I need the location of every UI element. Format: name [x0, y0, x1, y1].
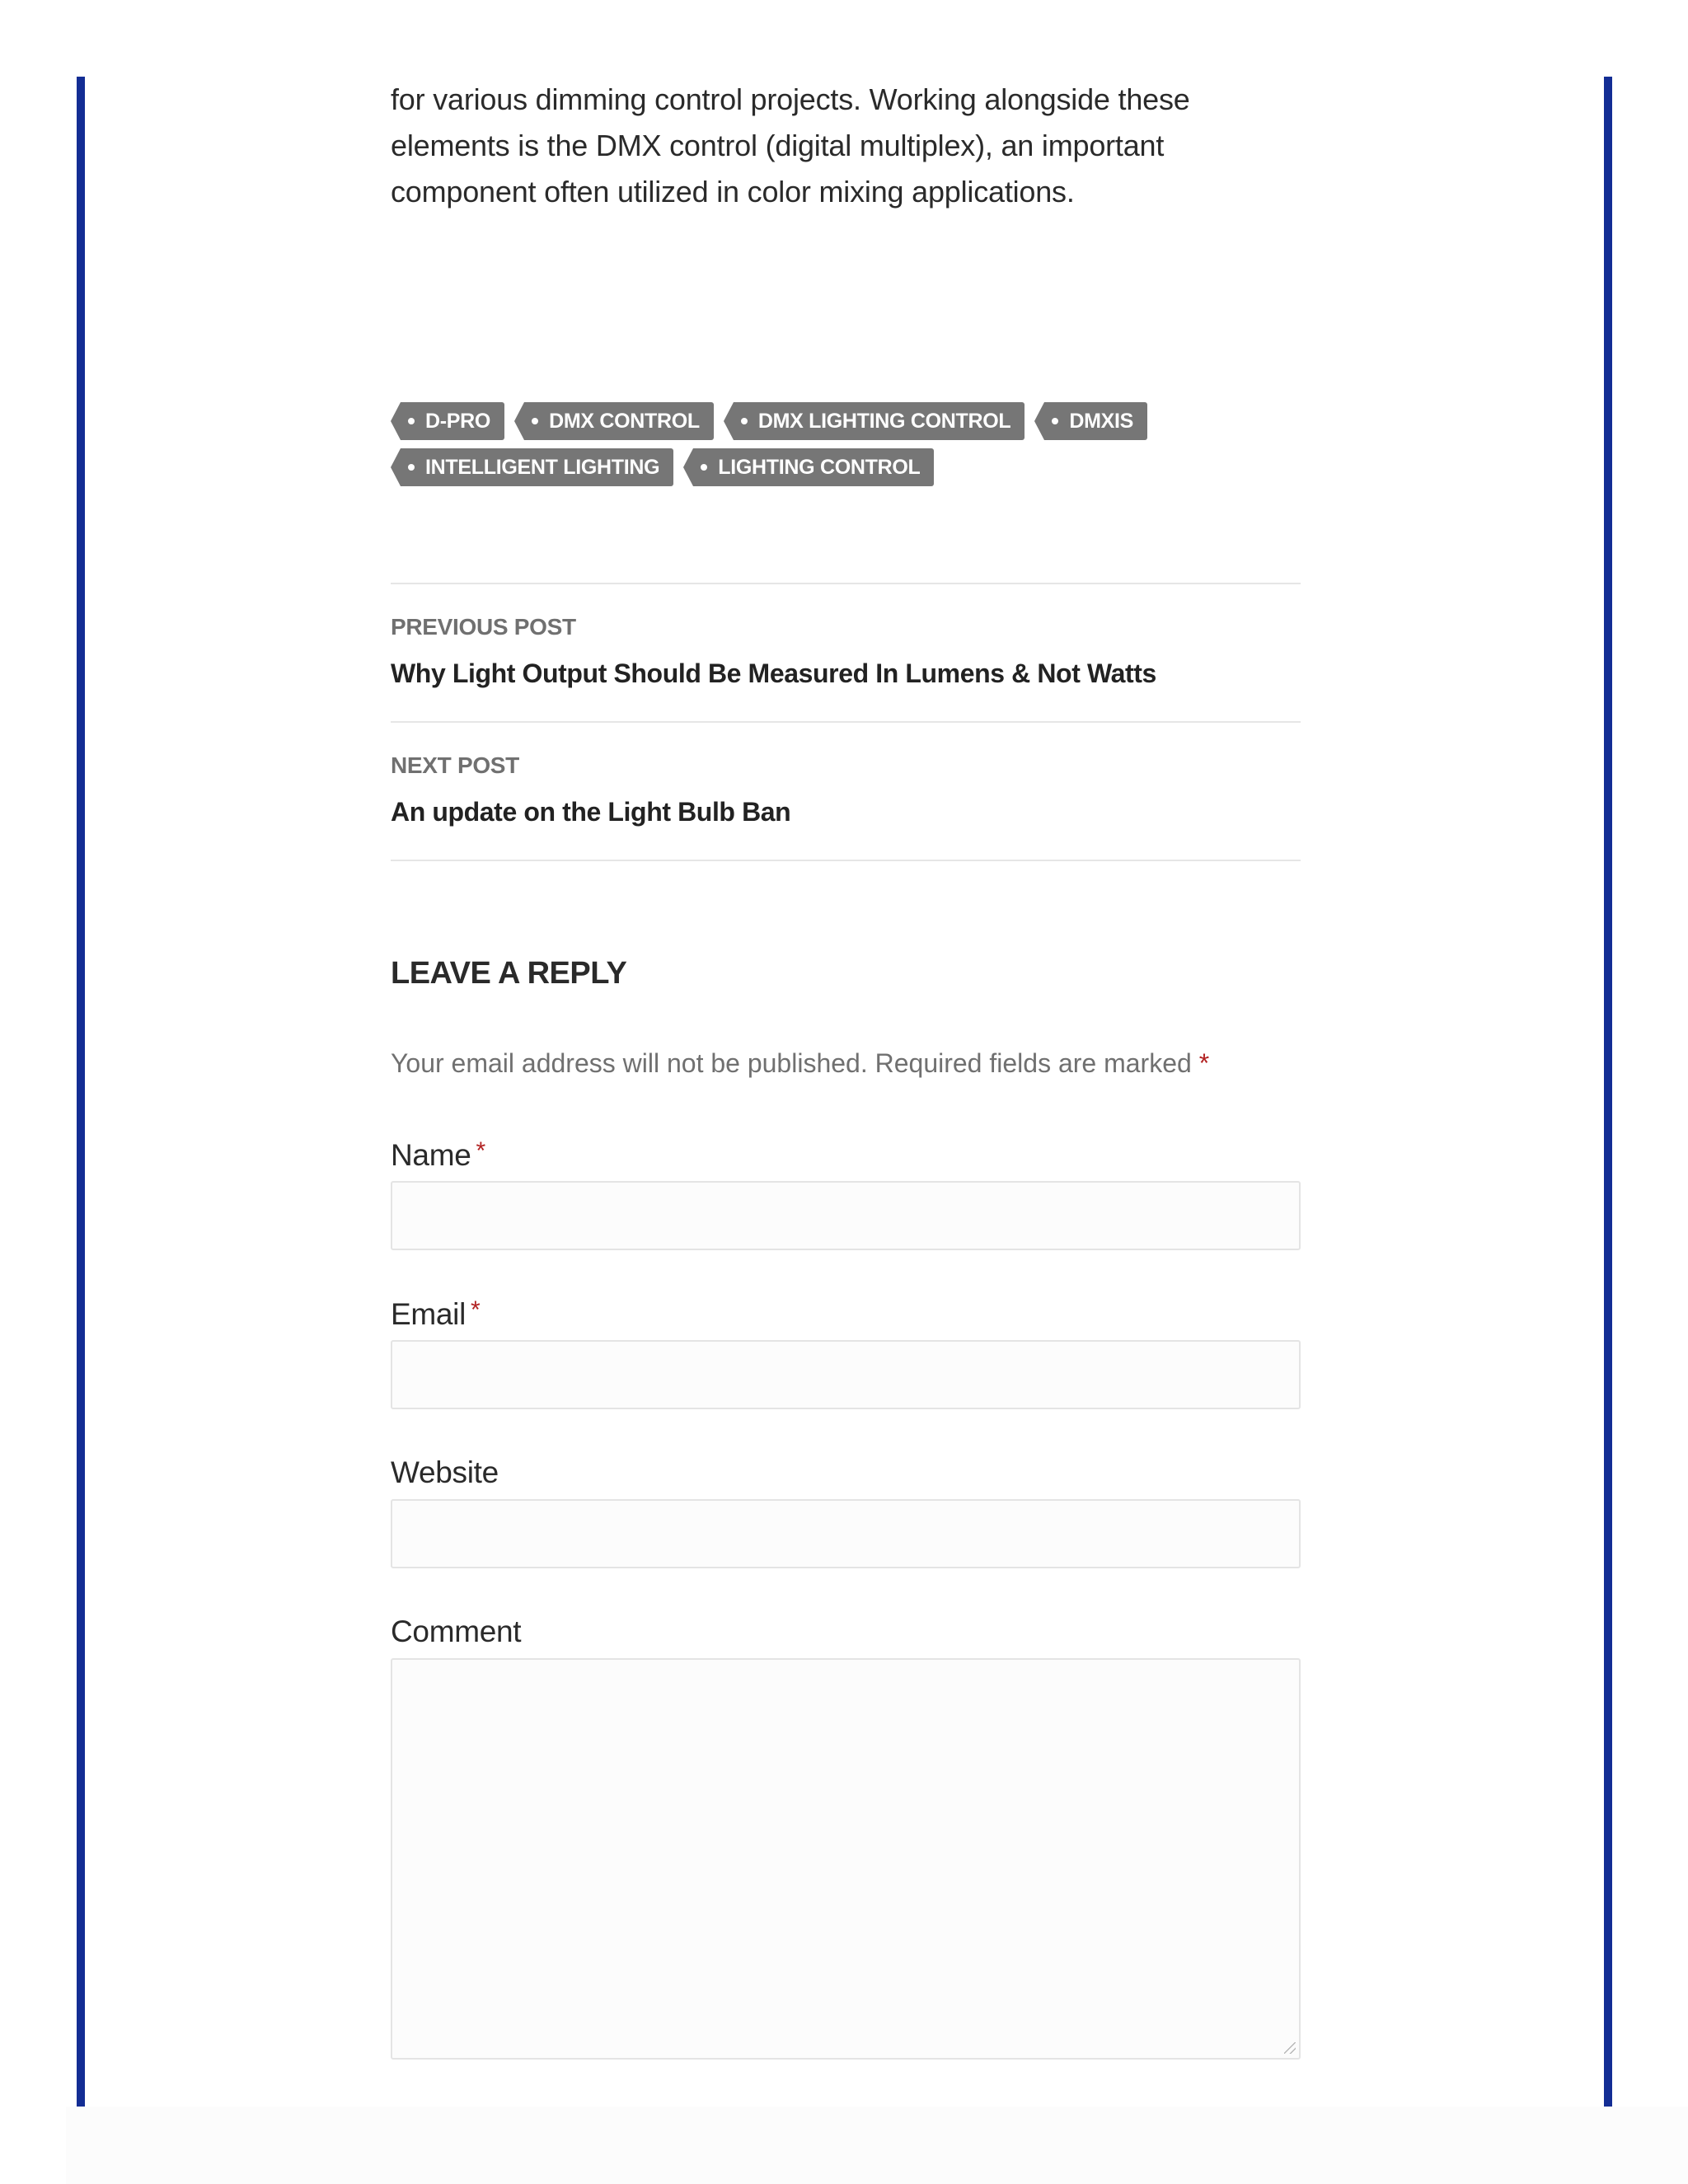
tag-row	[391, 448, 1301, 486]
comment-label-text: Comment	[391, 1615, 522, 1648]
previous-post-link[interactable]	[391, 583, 1301, 721]
comment-textarea[interactable]	[391, 1658, 1301, 2060]
reply-title: LEAVE A REPLY	[391, 956, 627, 991]
email-label	[391, 1296, 480, 1332]
article-body	[391, 77, 1301, 215]
required-marker: *	[471, 1296, 481, 1324]
email-field[interactable]	[391, 1340, 1301, 1409]
tag-intelligent-lighting[interactable]: INTELLIGENT LIGHTING	[401, 448, 673, 486]
name-label	[391, 1137, 485, 1173]
tag-dmxis[interactable]: DMXIS	[1044, 402, 1147, 440]
tag-dmx-lighting-control[interactable]: DMX LIGHTING CONTROL	[734, 402, 1025, 440]
required-marker: *	[1198, 1048, 1210, 1078]
article-line: for various dimming control projects. Working alongside these	[391, 82, 1190, 116]
website-field[interactable]	[391, 1499, 1301, 1568]
content-border-right	[1604, 77, 1612, 2107]
comment-notes-text: Your email address will not be published. Required fields are marked	[391, 1048, 1192, 1078]
name-field[interactable]	[391, 1181, 1301, 1250]
previous-post-label: PREVIOUS POST	[391, 614, 576, 640]
required-marker: *	[476, 1137, 485, 1165]
article-line: elements is the DMX control (digital multiplex), an important	[391, 129, 1165, 162]
page-bottom-strip	[66, 2107, 1688, 2184]
tag-lighting-control[interactable]: LIGHTING CONTROL	[693, 448, 934, 486]
comment-notes	[391, 1048, 1209, 1079]
next-post-title[interactable]: An update on the Light Bulb Ban	[391, 797, 791, 827]
post-navigation	[391, 583, 1301, 861]
tag-d-pro[interactable]: D-PRO	[401, 402, 504, 440]
email-label-text: Email	[391, 1297, 467, 1331]
next-post-link[interactable]	[391, 721, 1301, 861]
tag-row	[391, 402, 1301, 440]
content-border-left	[77, 77, 85, 2107]
next-post-label: NEXT POST	[391, 752, 519, 778]
article-line: component often utilized in color mixing applications.	[391, 175, 1075, 209]
website-label-text: Website	[391, 1455, 499, 1489]
article-paragraph	[391, 77, 1301, 215]
website-label	[391, 1455, 499, 1490]
comment-label	[391, 1615, 521, 1649]
name-label-text: Name	[391, 1138, 471, 1172]
previous-post-title[interactable]: Why Light Output Should Be Measured In Lumens & Not Watts	[391, 658, 1156, 688]
tag-list	[391, 402, 1301, 494]
textarea-resize-handle[interactable]	[1284, 2042, 1296, 2054]
tag-dmx-control[interactable]: DMX CONTROL	[524, 402, 714, 440]
